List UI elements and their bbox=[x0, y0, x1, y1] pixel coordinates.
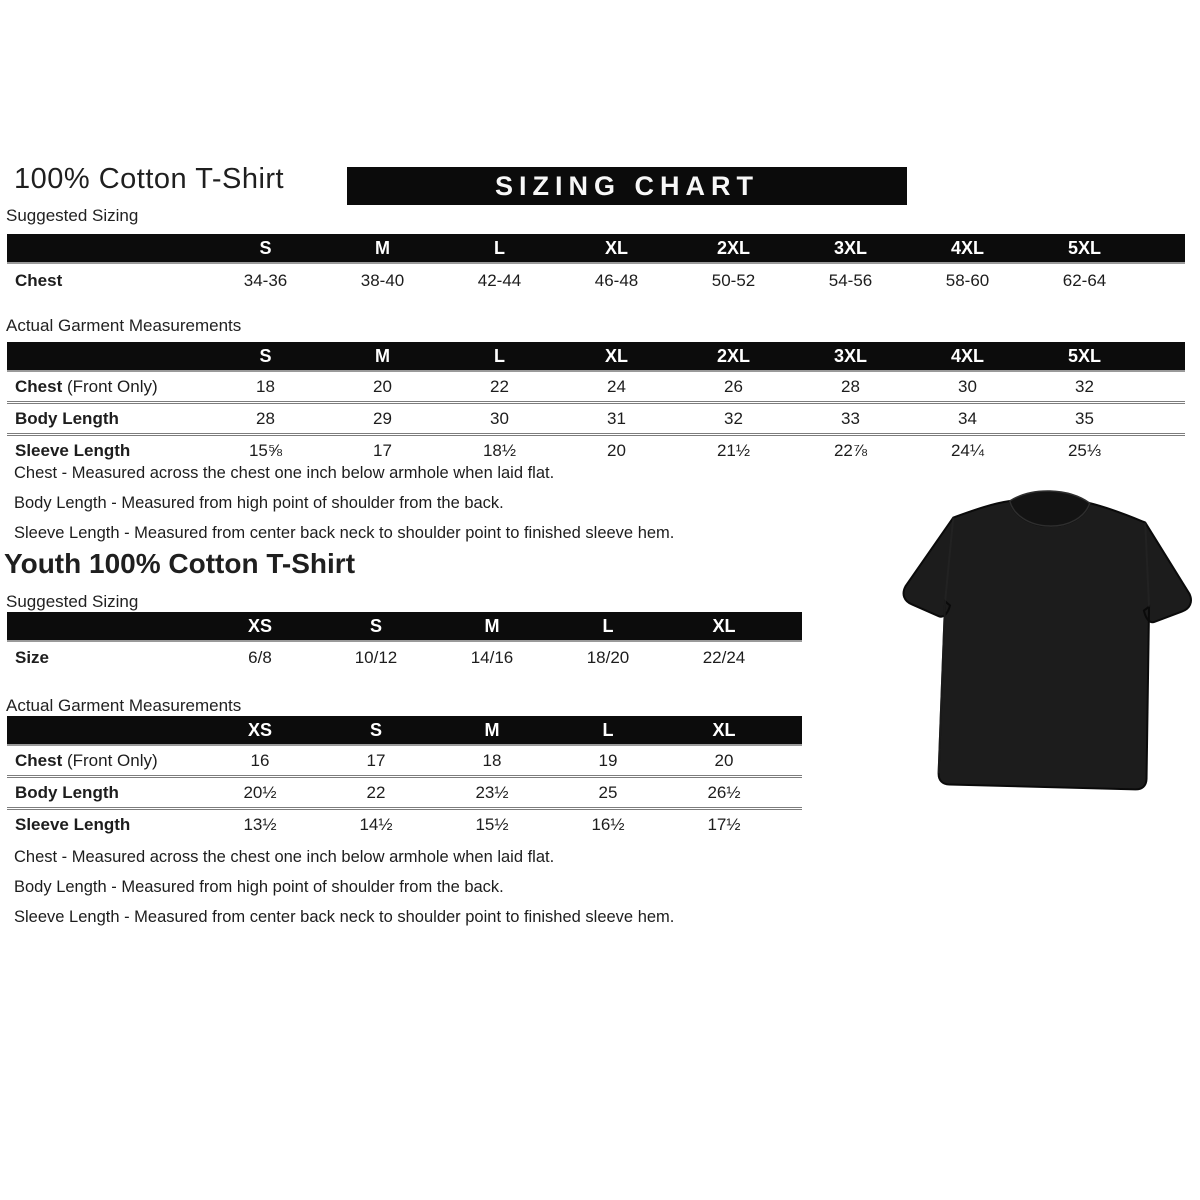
youth-suggested-sizing-label: Suggested Sizing bbox=[6, 592, 139, 611]
cell: 25 bbox=[598, 782, 618, 802]
cell: 30 bbox=[958, 376, 977, 396]
adult-measurement-notes bbox=[14, 458, 674, 548]
cell: 21½ bbox=[716, 440, 751, 460]
cell: 16 bbox=[250, 750, 270, 770]
cell: 54-56 bbox=[828, 271, 873, 290]
col-header-s: S bbox=[259, 345, 272, 366]
page-title: 100% Cotton T-Shirt bbox=[14, 163, 285, 195]
row-label: Chest bbox=[15, 271, 63, 290]
cell: 24 bbox=[607, 376, 626, 396]
youth-actual-measurements-label: Actual Garment Measurements bbox=[6, 696, 242, 715]
header-spacer bbox=[782, 612, 802, 640]
cell: 14/16 bbox=[470, 648, 514, 667]
row-label: Sleeve Length bbox=[15, 814, 131, 834]
cell: 34-36 bbox=[243, 271, 288, 290]
table-row-body-length bbox=[7, 775, 802, 807]
cell: 38-40 bbox=[360, 271, 405, 290]
cell: 32 bbox=[1075, 376, 1094, 396]
adult-actual-measurements-label: Actual Garment Measurements bbox=[6, 316, 242, 335]
col-header-xs: XS bbox=[247, 615, 272, 636]
col-header-m: M bbox=[484, 719, 500, 740]
row-label: Size bbox=[15, 648, 50, 667]
note-chest: Chest - Measured across the chest one inch below armhole when laid flat. bbox=[14, 848, 555, 866]
col-header-s: S bbox=[369, 719, 382, 740]
header-spacer bbox=[782, 716, 802, 744]
cell: 20 bbox=[373, 376, 392, 396]
col-header-l: L bbox=[602, 719, 614, 740]
row-label: Chest (Front Only) bbox=[15, 750, 158, 770]
cell: 28 bbox=[256, 408, 275, 428]
row-label: Chest (Front Only) bbox=[15, 376, 158, 396]
adult-suggested-header-row bbox=[7, 234, 1185, 264]
header-spacer bbox=[1143, 234, 1185, 262]
cell: 26 bbox=[724, 376, 743, 396]
cell: 15½ bbox=[475, 814, 509, 834]
col-header-4xl: 4XL bbox=[950, 237, 984, 258]
row-label: Body Length bbox=[15, 782, 119, 802]
header-spacer bbox=[7, 716, 202, 744]
cell: 17 bbox=[373, 440, 392, 460]
col-header-2xl: 2XL bbox=[716, 345, 750, 366]
cell: 20½ bbox=[243, 782, 277, 802]
header-spacer bbox=[1143, 342, 1185, 370]
cell: 46-48 bbox=[594, 271, 639, 290]
youth-actual-header-row bbox=[7, 716, 802, 746]
cell: 42-44 bbox=[477, 271, 522, 290]
black-tshirt-image bbox=[892, 482, 1200, 808]
cell: 33 bbox=[841, 408, 860, 428]
row-label: Sleeve Length bbox=[15, 440, 131, 460]
header-spacer bbox=[7, 612, 202, 640]
col-header-5xl: 5XL bbox=[1067, 345, 1101, 366]
cell: 14½ bbox=[359, 814, 393, 834]
cell: 20 bbox=[714, 750, 734, 770]
table-row-chest bbox=[7, 746, 802, 775]
cell: 30 bbox=[490, 408, 509, 428]
cell: 50-52 bbox=[711, 271, 756, 290]
cell: 22 bbox=[366, 782, 386, 802]
cell: 34 bbox=[958, 408, 977, 428]
cell: 10/12 bbox=[354, 648, 398, 667]
sizing-chart-banner bbox=[347, 167, 907, 205]
table-row-sleeve-length bbox=[7, 807, 802, 839]
adult-actual-measurements-table bbox=[7, 342, 1185, 465]
cell: 13½ bbox=[243, 814, 277, 834]
row-label: Body Length bbox=[15, 408, 119, 428]
table-row-size bbox=[7, 642, 802, 674]
cell: 18½ bbox=[482, 440, 517, 460]
cell: 20 bbox=[607, 440, 626, 460]
col-header-l: L bbox=[494, 237, 505, 258]
cell: 22/24 bbox=[702, 648, 746, 667]
col-header-xl: XL bbox=[604, 237, 628, 258]
cell: 24¼ bbox=[950, 440, 985, 460]
cell: 58-60 bbox=[945, 271, 990, 290]
col-header-m: M bbox=[375, 345, 390, 366]
cell: 31 bbox=[607, 408, 626, 428]
cell: 17½ bbox=[707, 814, 741, 834]
youth-suggested-sizing-table bbox=[7, 612, 802, 674]
cell: 23½ bbox=[475, 782, 509, 802]
header-spacer bbox=[7, 234, 207, 262]
col-header-2xl: 2XL bbox=[716, 237, 750, 258]
note-sleeve: Sleeve Length - Measured from center back neck to shoulder point to finished sleeve hem. bbox=[14, 524, 675, 542]
col-header-4xl: 4XL bbox=[950, 345, 984, 366]
cell: 15⅝ bbox=[248, 440, 283, 460]
note-body: Body Length - Measured from high point of shoulder from the back. bbox=[14, 878, 504, 896]
cell: 28 bbox=[841, 376, 860, 396]
adult-actual-header-row bbox=[7, 342, 1185, 372]
cell: 18 bbox=[482, 750, 502, 770]
table-row-body-length bbox=[7, 401, 1185, 433]
table-row-chest-range bbox=[7, 264, 1185, 298]
youth-actual-measurements-table bbox=[7, 716, 802, 839]
cell: 18 bbox=[256, 376, 275, 396]
cell: 62-64 bbox=[1062, 271, 1107, 290]
col-header-xl: XL bbox=[712, 615, 736, 636]
cell: 22 bbox=[490, 376, 509, 396]
col-header-3xl: 3XL bbox=[833, 345, 867, 366]
col-header-xl: XL bbox=[604, 345, 628, 366]
note-body: Body Length - Measured from high point of shoulder from the back. bbox=[14, 494, 504, 512]
cell: 18/20 bbox=[586, 648, 630, 667]
cell: 26½ bbox=[707, 782, 741, 802]
cell: 17 bbox=[366, 750, 386, 770]
youth-section-title: Youth 100% Cotton T-Shirt bbox=[4, 548, 356, 579]
youth-measurement-notes bbox=[14, 842, 674, 932]
adult-suggested-sizing-label: Suggested Sizing bbox=[6, 206, 139, 225]
cell: 35 bbox=[1075, 408, 1094, 428]
sizing-chart-banner-text: SIZING CHART bbox=[495, 170, 759, 201]
table-row-chest bbox=[7, 372, 1185, 401]
note-chest: Chest - Measured across the chest one inch below armhole when laid flat. bbox=[14, 464, 555, 482]
col-header-l: L bbox=[602, 615, 614, 636]
youth-suggested-header-row bbox=[7, 612, 802, 642]
col-header-m: M bbox=[484, 615, 500, 636]
tshirt-icon bbox=[892, 482, 1200, 808]
col-header-xs: XS bbox=[247, 719, 272, 740]
col-header-5xl: 5XL bbox=[1067, 237, 1101, 258]
cell: 16½ bbox=[591, 814, 625, 834]
cell: 25⅓ bbox=[1067, 440, 1102, 460]
header-spacer bbox=[7, 342, 207, 370]
cell: 29 bbox=[373, 408, 392, 428]
cell: 6/8 bbox=[248, 648, 272, 667]
cell: 32 bbox=[724, 408, 743, 428]
cell: 22⅞ bbox=[833, 440, 868, 460]
col-header-xl: XL bbox=[712, 719, 736, 740]
cell: 19 bbox=[598, 750, 618, 770]
col-header-s: S bbox=[259, 237, 272, 258]
col-header-3xl: 3XL bbox=[833, 237, 867, 258]
col-header-s: S bbox=[369, 615, 382, 636]
note-sleeve: Sleeve Length - Measured from center back neck to shoulder point to finished sleeve hem. bbox=[14, 908, 675, 926]
col-header-l: L bbox=[494, 345, 505, 366]
adult-suggested-sizing-table bbox=[7, 234, 1185, 298]
col-header-m: M bbox=[375, 237, 390, 258]
